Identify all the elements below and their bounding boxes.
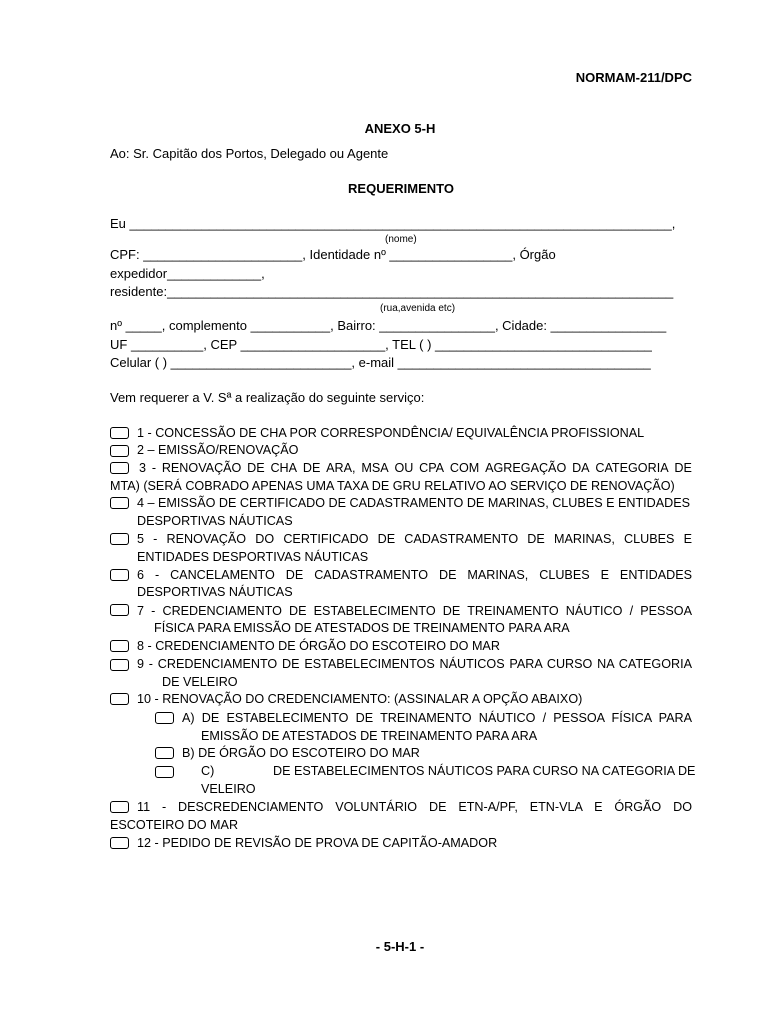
- service-10-label: 10 - RENOVAÇÃO DO CREDENCIAMENTO: (ASSINALAR A OPÇÃO ABAIXO): [137, 692, 583, 706]
- service-4-label-line2: DESPORTIVAS NÁUTICAS: [137, 514, 293, 528]
- service-3-label-line1: 3 - RENOVAÇÃO DE CHA DE ARA, MSA OU CPA COM AGREGAÇÃO DA CATEGORIA DE: [139, 461, 692, 475]
- name-line[interactable]: Eu ___________________________________________________________________________,: [110, 216, 676, 231]
- service-10a-label-line1: A) DE ESTABELECIMENTO DE TREINAMENTO NÁUTICO / PESSOA FÍSICA PARA: [182, 711, 692, 725]
- service-11-label-line1: 11 - DESCREDENCIAMENTO VOLUNTÁRIO DE ETN-A/PF, ETN-VLA E ÓRGÃO DO: [137, 800, 692, 814]
- number-complement-line[interactable]: nº _____, complemento ___________, Bairro: ________________, Cidade: ________________: [110, 318, 667, 333]
- checkbox-service-1[interactable]: [110, 427, 129, 439]
- checkbox-service-8[interactable]: [110, 640, 129, 652]
- page-number: - 5-H-1 -: [375, 939, 425, 954]
- checkbox-service-10b[interactable]: [155, 747, 174, 759]
- mobile-email-line[interactable]: Celular ( ) _________________________, e-mail ___________________________________: [110, 355, 651, 370]
- service-6-label-line2: DESPORTIVAS NÁUTICAS: [137, 585, 293, 599]
- service-10c-label-line2: VELEIRO: [201, 782, 256, 796]
- checkbox-service-7[interactable]: [110, 604, 129, 616]
- issuer-line[interactable]: expedidor_____________,: [110, 266, 265, 281]
- checkbox-service-10[interactable]: [110, 693, 129, 705]
- name-hint: (nome): [385, 234, 417, 245]
- service-12-label: 12 - PEDIDO DE REVISÃO DE PROVA DE CAPITÃO-AMADOR: [137, 836, 498, 850]
- service-10c-label-line1: DE ESTABELECIMENTOS NÁUTICOS PARA CURSO NA CATEGORIA DE: [273, 764, 696, 778]
- checkbox-service-3[interactable]: [110, 462, 129, 474]
- service-8-label: 8 - CREDENCIAMENTO DE ÓRGÃO DO ESCOTEIRO DO MAR: [137, 639, 500, 653]
- document-code: NORMAM-211/DPC: [575, 70, 692, 85]
- checkbox-service-10a[interactable]: [155, 712, 174, 724]
- service-7-label-line1: 7 - CREDENCIAMENTO DE ESTABELECIMENTO DE TREINAMENTO NÁUTICO / PESSOA: [137, 604, 692, 618]
- annex-title: ANEXO 5-H: [364, 121, 436, 136]
- checkbox-service-12[interactable]: [110, 837, 129, 849]
- checkbox-service-5[interactable]: [110, 533, 129, 545]
- service-2-label: 2 – EMISSÃO/RENOVAÇÃO: [137, 443, 299, 457]
- service-5-label-line1: 5 - RENOVAÇÃO DO CERTIFICADO DE CADASTRAMENTO DE MARINAS, CLUBES E: [137, 532, 692, 546]
- checkbox-service-11[interactable]: [110, 801, 129, 813]
- checkbox-service-9[interactable]: [110, 659, 129, 671]
- checkbox-service-2[interactable]: [110, 445, 129, 457]
- address-line[interactable]: residente:______________________________________________________________________: [110, 284, 674, 299]
- service-6-label-line1: 6 - CANCELAMENTO DE CADASTRAMENTO DE MARINAS, CLUBES E ENTIDADES: [137, 568, 692, 582]
- service-1-label: 1 - CONCESSÃO DE CHA POR CORRESPONDÊNCIA/ EQUIVALÊNCIA PROFISSIONAL: [137, 426, 645, 440]
- service-9-label-line2: DE VELEIRO: [162, 675, 238, 689]
- uf-cep-tel-line[interactable]: UF __________, CEP ____________________, TEL ( ) ______________________________: [110, 337, 652, 352]
- checkbox-service-6[interactable]: [110, 569, 129, 581]
- request-intro: Vem requerer a V. Sª a realização do seguinte serviço:: [110, 390, 425, 405]
- document-title: REQUERIMENTO: [348, 181, 454, 196]
- addressee: Ao: Sr. Capitão dos Portos, Delegado ou Agente: [110, 146, 389, 161]
- checkbox-service-4[interactable]: [110, 497, 129, 509]
- service-10c-letter: C): [201, 764, 215, 778]
- service-10b-label: B) DE ÓRGÃO DO ESCOTEIRO DO MAR: [182, 746, 420, 760]
- service-7-label-line2: FÍSICA PARA EMISSÃO DE ATESTADOS DE TREINAMENTO PARA ARA: [154, 621, 570, 635]
- cpf-identity-line[interactable]: CPF: ______________________, Identidade nº _________________, Órgão: [110, 247, 556, 262]
- service-9-label-line1: 9 - CREDENCIAMENTO DE ESTABELECIMENTOS NÁUTICOS PARA CURSO NA CATEGORIA: [137, 657, 692, 671]
- service-4-label-line1: 4 – EMISSÃO DE CERTIFICADO DE CADASTRAMENTO DE MARINAS, CLUBES E ENTIDADES: [137, 496, 691, 510]
- service-5-label-line2: ENTIDADES DESPORTIVAS NÁUTICAS: [137, 550, 369, 564]
- service-3-label-line2: MTA) (SERÁ COBRADO APENAS UMA TAXA DE GRU RELATIVO AO SERVIÇO DE RENOVAÇÃO): [110, 479, 675, 493]
- checkbox-service-10c[interactable]: [155, 766, 174, 778]
- street-hint: (rua,avenida etc): [380, 303, 456, 314]
- service-11-label-line2: ESCOTEIRO DO MAR: [110, 818, 239, 832]
- service-10a-label-line2: EMISSÃO DE ATESTADOS DE TREINAMENTO PARA ARA: [201, 729, 538, 743]
